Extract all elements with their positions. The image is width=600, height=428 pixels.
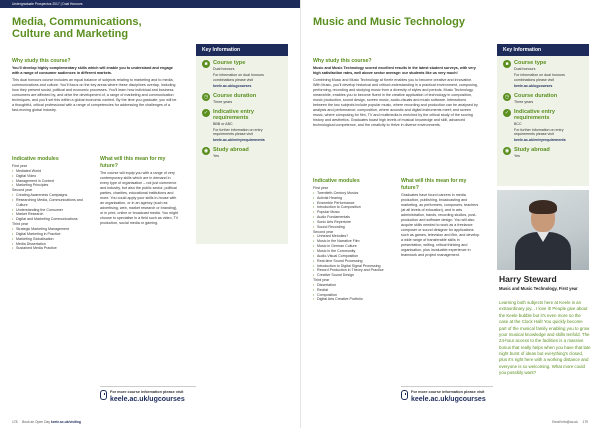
duration-label: Course duration (213, 92, 257, 99)
module-item: • Creative Sound Design (313, 273, 395, 278)
abroad-row (503, 147, 583, 159)
footer-text: Email info@ac.uk (552, 419, 578, 424)
module-item: • Introduction to Digital Signal Processing (313, 264, 395, 269)
quote-name: Harry Steward (499, 274, 557, 284)
module-item: • Popular Music (313, 210, 395, 215)
why-study-body: Combining Music and Music Technology at Keele enables you to become creative and innovative. With Music, you'll develop historical and critical understanding in a practical environment, composing, performing, recording and studying music from a diversity of styles and periods. Music Technology, meanwhile, enables you to become fluent in the creative application of technology in composition, music production, sound design, screen music, audio-visuals and music software. Interactions between the two subjects include popular music, where recording and production can be analysed by analysis and performance; composition, where acoustic and digital instruments meet; and screen music, where composing for film, TV and multimedia is enriched by the critical study of the scoring history and aesthetics. Graduates boast high levels of musical knowledge and skill, advanced technological competence, and the creativity to thrive in diverse environments. (313, 77, 478, 127)
module-item: • Recital (313, 288, 395, 293)
module-item: • Dissertation (313, 283, 395, 288)
modules-section (313, 178, 395, 388)
future-body: Graduates have found careers in media production, publishing, broadcasting and marketing, as performers, composers, teachers (at all levels of education), and in arts administration, bands, recording studios, post-production and software design. You will also acquire skills needed to work as a freelance composer or sound designer for applications such as games, television and film, and develop a wide range of transferable skills in presentation, writing, critical thinking and organisation, plus invaluable experience in teamwork and project management. (401, 193, 480, 257)
module-item: • Music in German Culture (313, 244, 395, 249)
modules-section (12, 156, 92, 366)
module-item: • Sustained Media Practice (12, 246, 92, 251)
student-photo-hair (529, 200, 557, 214)
module-year-label: First year (12, 164, 27, 169)
top-bar (0, 0, 300, 8)
clock-icon: ◷ (203, 93, 209, 100)
duration-value: Three years (213, 99, 233, 104)
modules-list (313, 186, 395, 302)
module-item: • Digital Arts Creative Portfolio (313, 297, 395, 302)
key-info-heading: Key Information (196, 44, 288, 56)
duration-label: Course duration (514, 92, 558, 99)
entry-value: BCC (514, 121, 522, 126)
module-item: • Music in the Narrative Film (313, 239, 395, 244)
course-type-note: For information on dual honours combinations please visit (213, 72, 264, 82)
course-type-row (503, 60, 583, 89)
why-study-section (313, 58, 479, 176)
breadcrumb: Undergraduate Prospectus 2017 | Dual Honours (12, 1, 83, 6)
module-item: • Marketing Globalisation (12, 237, 92, 242)
module-item: • Composition (313, 293, 395, 298)
module-item: • Record Production in Theory and Practice (313, 268, 395, 273)
page-number: 178 (12, 419, 18, 424)
module-item: • Ensemble Performance (313, 201, 395, 206)
entry-value: BBB or ABC (213, 121, 233, 126)
module-item: • Activist Hearing (313, 196, 395, 201)
abroad-row (202, 147, 282, 159)
globe-icon: ◉ (203, 148, 209, 155)
modules-list (12, 164, 92, 251)
future-section (401, 178, 481, 328)
course-type-value: Dual honours (514, 67, 536, 72)
why-study-section (12, 58, 178, 158)
footer (552, 420, 588, 424)
entry-link[interactable]: keele.ac.uk/entryrequirements (514, 138, 566, 143)
clock-icon: ◷ (504, 93, 510, 100)
module-item: • Media Dissertation (12, 242, 92, 247)
course-type-icon: ■ (202, 60, 210, 68)
more-info-text: For more course information please visit (110, 390, 184, 394)
student-photo (497, 190, 589, 270)
abroad-label: Study abroad (514, 147, 550, 154)
future-section (100, 156, 180, 316)
entry-icon: ✓ (203, 109, 209, 116)
module-item: • Sound Recording (313, 225, 395, 230)
module-item: • Real-time Sound Processing (313, 259, 395, 264)
module-item: • Unheard Melodies? (313, 234, 395, 239)
course-type-link[interactable]: keele.ac.uk/ugcourses (213, 83, 252, 88)
module-item: • Marketing Principles (12, 183, 92, 188)
quote-course: Music and Music Technology, First year (499, 286, 578, 291)
quote-text: Learning both subjects here at Keele is an extraordinary joy... I love it! People give about the Keele bubble but it's even more so the case at the Clock Hall! You quickly become part of the musical family enabling you to grow your musical knowledge and skills tenfold. The 24-hour access to the facilities is a massive bonus that really helps when you have that late night burst of ideas but everything's closed, plus it's right here with a working distance and everyone is so welcoming. What more could you possibly want? (499, 300, 591, 376)
key-info-box (497, 44, 589, 186)
course-type-label: Course type (514, 60, 547, 66)
more-info-link[interactable]: keele.ac.uk/ugcourses (411, 396, 486, 404)
mouse-icon (401, 390, 408, 400)
entry-label: Indicative entry requirements (213, 108, 255, 121)
key-info-heading: Key Information (497, 44, 589, 56)
modules-heading: Indicative modules (313, 178, 360, 184)
module-item: • Music in the Community (313, 249, 395, 254)
globe-icon: ◉ (504, 148, 510, 155)
duration-row (503, 93, 583, 105)
module-item: • Audio Fundamentals (313, 215, 395, 220)
why-study-body: This dual honours course includes an equal balance of subjects relating to marketing and to media, communications and culture. You'll focus on the key areas where these disciplines overlap, including how they present social, political and economic processes. You'll learn how individual and business consumers are affected by, and drive the development of, a range of marketing and communication techniques, and you'll set this within a global economic context. By the time you graduate, you will be a thoughtful, critical professional with a range of competencies for addressing the challenges of a fast-moving global industry. (12, 77, 177, 112)
module-item: • Mediated World (12, 169, 92, 174)
entry-row (503, 109, 583, 144)
course-type-link[interactable]: keele.ac.uk/ugcourses (514, 83, 553, 88)
abroad-value: Yes (213, 154, 219, 159)
entry-note: For further information on entry requirements please visit (514, 127, 564, 137)
module-year-label: Second year (12, 188, 33, 193)
module-item: • Digital Video (12, 174, 92, 179)
module-item: • Market Research (12, 212, 92, 217)
course-type-note: For information on dual honours combinations please visit (514, 72, 565, 82)
why-study-intro: Music and Music Technology scored excellent results in the latest student surveys, with very high satisfaction rates, well above sector average: our students like us very much! (313, 66, 476, 75)
modules-heading: Indicative modules (12, 156, 59, 162)
module-item: • Audio-Visual Composition (313, 254, 395, 259)
why-study-heading: Why study this course? (313, 58, 372, 64)
module-item: • Strategic Marketing Management (12, 227, 92, 232)
module-item: • Management in Context (12, 179, 92, 184)
more-info (401, 386, 493, 405)
key-info-box (196, 44, 288, 244)
right-page (300, 0, 600, 428)
footer-text: Book an Open Day (22, 419, 50, 424)
entry-note: For further information on entry requirements please visit (213, 127, 263, 137)
module-item: • Introduction to Composition (313, 205, 395, 210)
module-item: • Understanding the Consumer (12, 208, 92, 213)
page-title: Media, Communications, Culture and Marketing (12, 16, 142, 41)
entry-label: Indicative entry requirements (514, 108, 556, 121)
course-type-row (202, 60, 282, 89)
entry-row (202, 109, 282, 144)
future-body: The course will equip you with a range of very contemporary skills which are in demand in every type of organisation – not just commerce and industry, but also the public sector, political parties, charities, educational institutions and more. You could apply your skills in-house with an organisation, or in an agency (such as advertising, web, market research or branding), or in print, online or broadcast media. You might choose to specialise in a field such as video, TV production, social media or gaming. (100, 171, 179, 225)
more-info (100, 386, 196, 405)
footer-link[interactable]: keele.ac.uk/visiting (50, 419, 81, 424)
page-number: 179 (582, 419, 588, 424)
module-year-label: Third year (12, 222, 29, 227)
module-year-label: Third year (313, 278, 330, 283)
abroad-label: Study abroad (213, 147, 249, 154)
module-item: • Sonic Arts Repertoire (313, 220, 395, 225)
why-study-heading: Why study this course? (12, 58, 71, 64)
abroad-value: Yes (514, 154, 520, 159)
module-year-label: First year (313, 186, 328, 191)
course-type-label: Course type (213, 60, 246, 66)
future-heading: What will this mean for my future? (100, 156, 166, 170)
module-item: • Twentieth-Century Musics (313, 191, 395, 196)
entry-icon: ✓ (504, 109, 510, 116)
module-item: • Digital Marketing in Practice (12, 232, 92, 237)
why-study-intro: You'll develop highly complementary skills which will enable you to understand and engage with a range of consumer audiences in different markets. (12, 66, 173, 75)
more-info-link[interactable]: keele.ac.uk/ugcourses (110, 396, 185, 404)
course-type-icon: ■ (503, 60, 511, 68)
duration-row (202, 93, 282, 105)
future-heading: What will this mean for my future? (401, 178, 467, 192)
duration-value: Three years (514, 99, 534, 104)
page-title: Music and Music Technology (313, 16, 465, 28)
module-item: • Researching Media, Communications and Culture (12, 198, 92, 208)
module-year-label: Second year (313, 229, 334, 234)
footer (12, 420, 81, 424)
course-type-value: Dual honours (213, 67, 235, 72)
module-item: • Creating Awareness Campaigns (12, 193, 92, 198)
mouse-icon (100, 390, 107, 400)
module-item: • Digital and Marketing Communications (12, 217, 92, 222)
entry-link[interactable]: keele.ac.uk/entryrequirements (213, 138, 265, 143)
more-info-text: For more course information please visit (411, 390, 485, 394)
